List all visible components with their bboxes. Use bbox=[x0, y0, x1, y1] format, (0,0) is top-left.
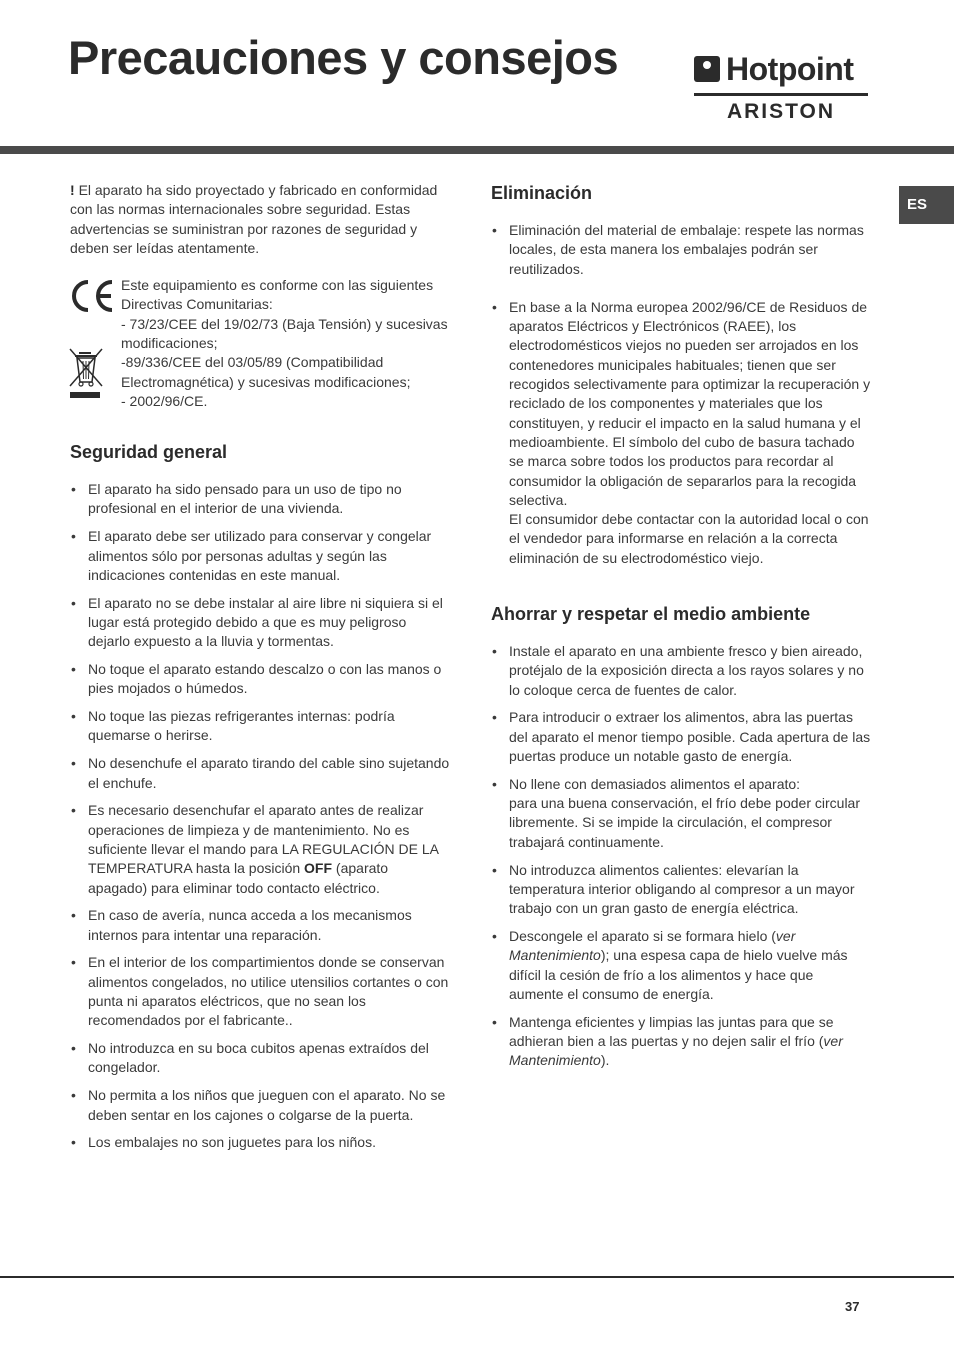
ahorrar-list bbox=[491, 642, 871, 1070]
right-column bbox=[491, 181, 871, 1079]
page-title: Precauciones y consejos bbox=[68, 31, 619, 84]
directives-line: - 73/23/CEE del 19/02/73 (Baja Tensión) y sucesivas modificaciones; bbox=[121, 315, 448, 352]
list-item: • No introduzca en su boca cubitos apenas extraídos del congelador. bbox=[70, 1039, 450, 1078]
directives-line: -89/336/CEE del 03/05/89 (Compatibilidad Electromagnética) y sucesivas modificaciones; bbox=[121, 354, 411, 390]
list-item: • Para introducir o extraer los alimentos, abra las puertas del aparato el menor tiempo posible. Cada apertura de las puertas produce un notable gasto de energía. bbox=[491, 708, 871, 766]
logo-subbrand: ARISTON bbox=[726, 100, 836, 123]
intro-paragraph bbox=[70, 181, 450, 258]
hotpoint-logo-icon bbox=[694, 56, 720, 82]
intro-text: El aparato ha sido proyectado y fabricado en conformidad con las normas internacionales sobre seguridad. Estas advertencias se suministran por razones de seguridad y deben ser leídas atentamente. bbox=[70, 182, 438, 256]
section-heading-eliminacion: Eliminación bbox=[491, 183, 593, 203]
list-item: • Eliminación del material de embalaje: respete las normas locales, de esta manera los embalajes podrán ser reutilizados. bbox=[491, 221, 871, 279]
language-tab: ES bbox=[899, 186, 954, 224]
header-rule bbox=[0, 146, 954, 154]
list-item: • No llene con demasiados alimentos el aparato: para una buena conservación, el frío debe poder circular libremente. Si se impide la circulación, el compresor trabajará continuamente. bbox=[491, 775, 871, 852]
list-item: • No introduzca alimentos calientes: elevarían la temperatura interior obligando al compresor a un mayor trabajo con un gran gasto de energía eléctrica. bbox=[491, 861, 871, 919]
logo-divider bbox=[694, 93, 868, 96]
list-item: • El aparato debe ser utilizado para conservar y congelar alimentos sólo por personas adultas y según las indicaciones contenidas en este manual. bbox=[70, 527, 450, 585]
list-item: • Los embalajes no son juguetes para los niños. bbox=[70, 1133, 450, 1152]
section-heading-seguridad: Seguridad general bbox=[70, 442, 228, 463]
list-item: • No toque las piezas refrigerantes internas: podría quemarse o herirse. bbox=[70, 707, 450, 746]
list-item: • Mantenga eficientes y limpias las juntas para que se adhieran bien a las puertas y no dejen salir el frío (ver Mantenimiento). bbox=[491, 1013, 871, 1071]
ce-mark-icon bbox=[68, 278, 118, 314]
eliminacion-list bbox=[491, 221, 871, 568]
footer-rule bbox=[0, 1276, 954, 1278]
list-item: • El aparato ha sido pensado para un uso de tipo no profesional en el interior de una vivienda. bbox=[70, 480, 450, 519]
directives-text bbox=[121, 276, 451, 411]
list-item: • No desenchufe el aparato tirando del cable sino sujetando el enchufe. bbox=[70, 754, 450, 793]
crossed-bin-icon bbox=[68, 346, 104, 402]
left-column bbox=[70, 181, 450, 1161]
list-item: • En base a la Norma europea 2002/96/CE de Residuos de aparatos Eléctricos y Electrónicos (RAEE), los electrodomésticos viejos no pueden ser arrojados en los contenedores municipales habituales; tienen que ser recogidos selectivamente para optimizar la recuperación y reciclado de los componentes y materiales que los constituyen, y reducir el impacto en la salud humana y el medioambiente. El símbolo del cubo de basura tachado se marca sobre todos los productos para recordar al consumidor la obligación de separarlos para la recogida selectiva. El consumidor debe contactar con la autoridad local o con el vendedor para informarse en relación a la correcta eliminación de su electrodoméstico viejo. bbox=[491, 298, 871, 568]
list-item: • No permita a los niños que jueguen con el aparato. No se deben sentar en los cajones o colgarse de la puerta. bbox=[70, 1086, 450, 1125]
list-item: • Es necesario desenchufar el aparato antes de realizar operaciones de limpieza y de mantenimiento. No es suficiente llevar el mando para LA REGULACIÓN DE LA TEMPERATURA hasta la posición OFF (aparato apagado) para eliminar todo contacto eléctrico. bbox=[70, 801, 450, 897]
brand-logo bbox=[694, 50, 870, 126]
off-label: OFF bbox=[304, 860, 333, 877]
list-item: • Descongele el aparato si se formara hielo (ver Mantenimiento); una espesa capa de hielo vuelve más difícil la cesión de frío a los alimentos y hace que aumente el consumo de energía. bbox=[491, 927, 871, 1004]
seguridad-list bbox=[70, 480, 450, 1152]
list-item: • Instale el aparato en una ambiente fresco y bien aireado, protéjalo de la exposición directa a los rayos solares y no lo coloque cerca de fuentes de calor. bbox=[491, 642, 871, 700]
list-item: • No toque el aparato estando descalzo o con las manos o pies mojados o húmedos. bbox=[70, 660, 450, 699]
logo-brand: Hotpoint bbox=[726, 51, 854, 87]
directives-block bbox=[70, 276, 450, 409]
directives-line: Este equipamiento es conforme con las siguientes Directivas Comunitarias: bbox=[121, 277, 434, 313]
list-item: • En caso de avería, nunca acceda a los mecanismos internos para intentar una reparación. bbox=[70, 906, 450, 945]
page-number: 37 bbox=[845, 1299, 860, 1314]
section-heading-ahorrar: Ahorrar y respetar el medio ambiente bbox=[491, 604, 811, 625]
directives-line: - 2002/96/CE. bbox=[121, 392, 208, 409]
warning-mark: ! bbox=[70, 182, 75, 198]
list-item: • En el interior de los compartimientos donde se conservan alimentos congelados, no utilice utensilios cortantes o con punta ni aparatos eléctricos, que no sean los recomendados por el fabricante.. bbox=[70, 953, 450, 1030]
list-item: • El aparato no se debe instalar al aire libre ni siquiera si el lugar está protegido debido a que es muy peligroso dejarlo expuesto a la lluvia y tormentas. bbox=[70, 594, 450, 652]
